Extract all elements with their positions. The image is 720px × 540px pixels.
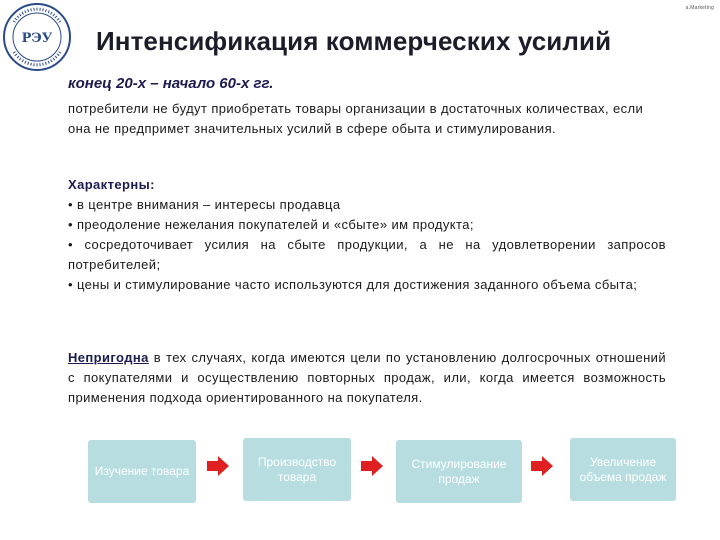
unsuitable-heading: Непригодна xyxy=(68,350,149,365)
page-title: Интенсификация коммерческих усилий xyxy=(96,26,612,56)
university-emblem-icon xyxy=(2,2,72,72)
flow-step-production: Производство товара xyxy=(243,438,351,501)
characteristic-item: • преодоление нежелания покупателей и «сбыте» им продукта; xyxy=(68,217,474,232)
unsuitable-paragraph xyxy=(68,348,666,408)
characteristics-heading: Характерны: xyxy=(68,177,155,192)
svg-text:РЭУ: РЭУ xyxy=(21,31,53,46)
characteristics-block xyxy=(68,175,666,295)
right-arrow-icon xyxy=(530,455,554,477)
right-arrow-icon xyxy=(360,455,384,477)
characteristic-item: • сосредоточивает усилия на сбыте продукции, а не на удовлетворении запросов потребителей; xyxy=(68,237,666,272)
unsuitable-text: в тех случаях, когда имеются цели по установлению долгосрочных отношений с покупателями и осуществлению повторных продаж, или, когда имеется возможность применения подхода ориентированного на покупателя. xyxy=(68,350,666,405)
flow-step-sales-growth: Увеличение объема продаж xyxy=(570,438,676,501)
characteristic-item: • цены и стимулирование часто используются для достижения заданного объема сбыта; xyxy=(68,277,638,292)
characteristic-item: • в центре внимания – интересы продавца xyxy=(68,197,341,212)
flow-step-sales-promotion: Стимулирование продаж xyxy=(396,440,522,503)
flow-step-product-study: Изучение товара xyxy=(88,440,196,503)
right-arrow-icon xyxy=(206,455,230,477)
corner-mark: a.Marketing xyxy=(685,5,714,11)
period-subtitle: конец 20-х – начало 60-х гг. xyxy=(68,75,274,92)
intro-text: потребители не будут приобретать товары организации в достаточных количествах, если она не предпримет значительных усилий в сфере обыта и стимулирования. xyxy=(68,101,644,136)
